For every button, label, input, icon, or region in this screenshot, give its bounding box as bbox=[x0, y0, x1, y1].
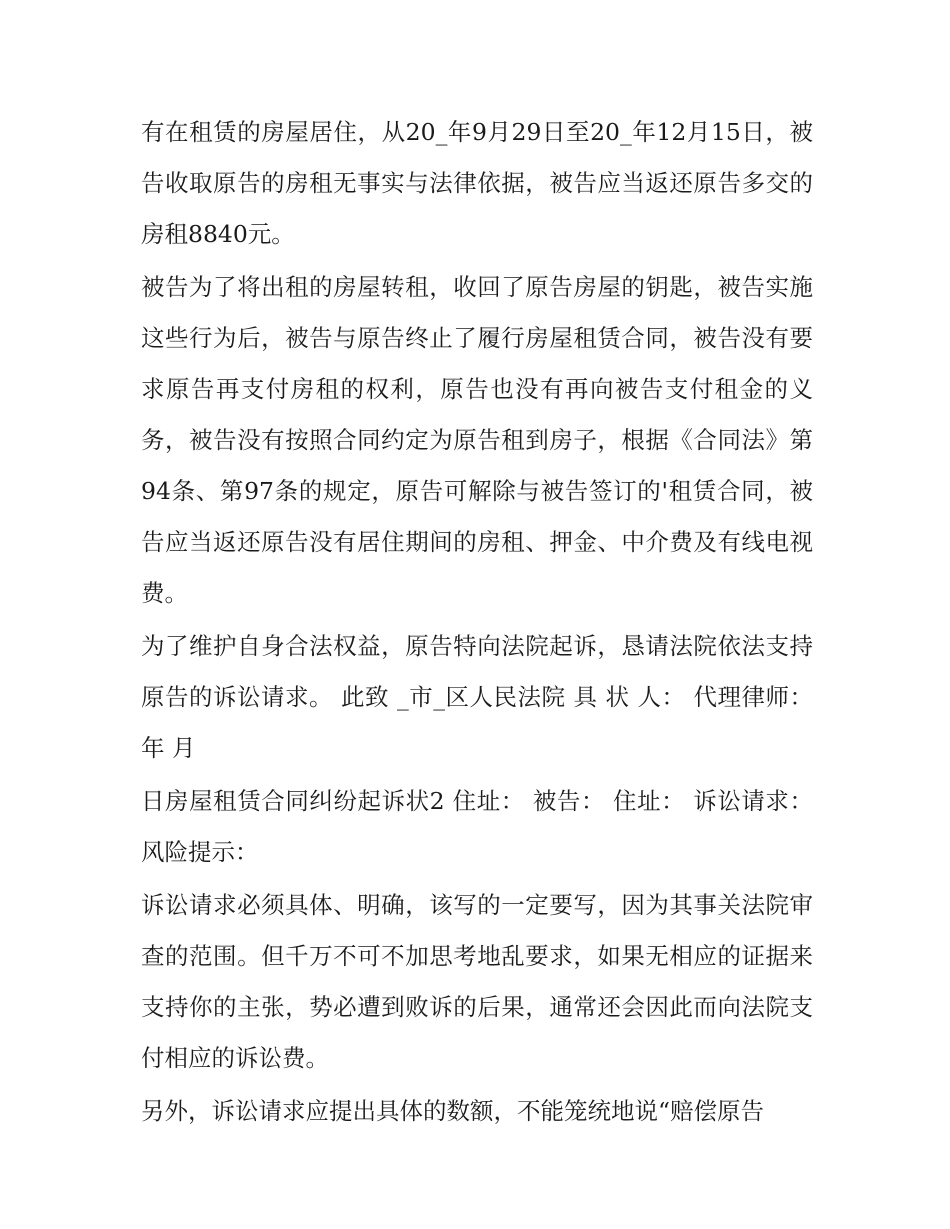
document-body bbox=[141, 107, 813, 1137]
paragraph-contract-termination: 被告为了将出租的房屋转租，收回了原告房屋的钥匙，被告实施这些行为后，被告与原告终止了履行房屋租赁合同，被告没有要求原告再支付房租的权利，原告也没有再向被告支付租金的义务，被告没有按照合同约定为原告租到房子，根据《合同法》第94条、第97条的规定，原告可解除与被告签订的'租赁合同，被告应当返还原告没有居住期间的房租、押金、中介费及有线电视费。 bbox=[141, 273, 813, 607]
paragraph-rent-refund: 有在租赁的房屋居住，从20_年9月29日至20_年12月15日，被告收取原告的房租无事实与法律依据，被告应当返还原告多交的房租8840元。 bbox=[141, 118, 813, 248]
paragraph-amount-note: 另外，诉讼请求应提出具体的数额，不能笼统地说“赔偿原告 bbox=[141, 1097, 765, 1125]
paragraph-court-request: 为了维护自身合法权益，原告特向法院起诉，恳请法院依法支持原告的诉讼请求。 此致 _市_区人民法院 具 状 人： 代理律师： 年 月 bbox=[141, 632, 813, 762]
paragraph-risk-note: 诉讼请求必须具体、明确，该写的一定要写，因为其事关法院审查的范围。但千万不可不加思考地乱要求，如果无相应的证据来支持你的主张，势必遭到败诉的后果，通常还会因此而向法院支付相应的诉讼费。 bbox=[141, 891, 813, 1072]
paragraph-form-fields: 日房屋租赁合同纠纷起诉状2 住址： 被告： 住址： 诉讼请求： 风险提示： bbox=[141, 787, 813, 866]
